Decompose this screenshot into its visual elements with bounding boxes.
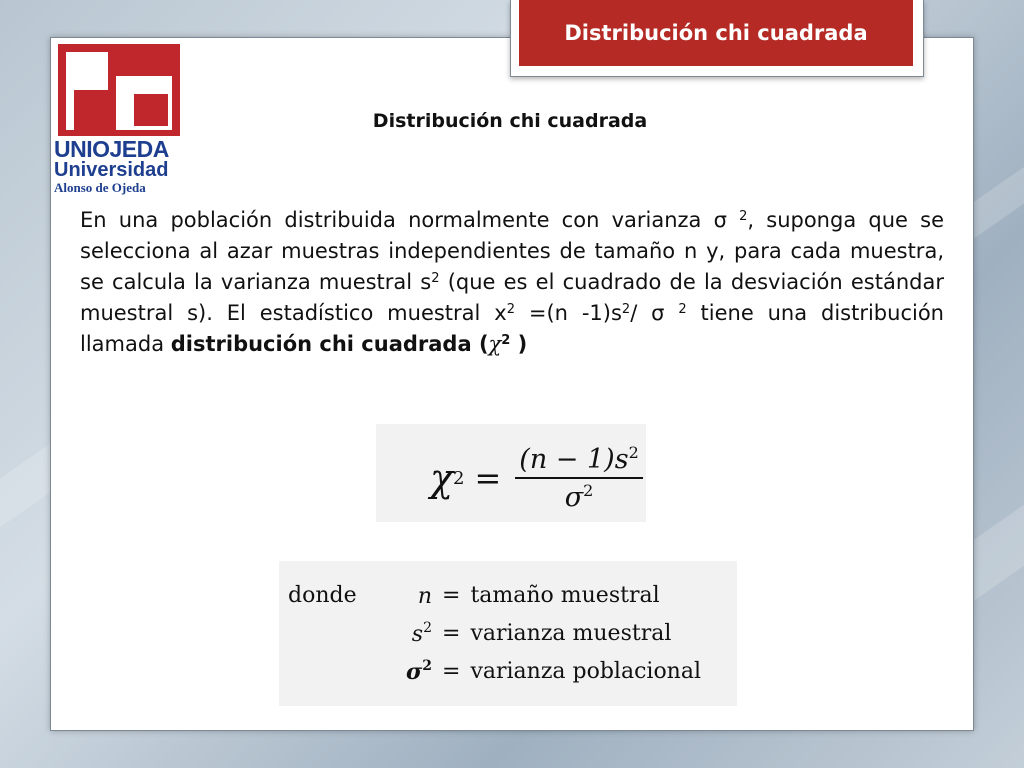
variable-description: tamaño muestral: [470, 582, 660, 608]
numerator-exponent: 2: [628, 443, 639, 462]
formula-lhs-exponent: 2: [453, 467, 465, 489]
variable-symbol: [376, 582, 432, 609]
variable-description: varianza poblacional: [470, 658, 702, 684]
variable-description: varianza muestral: [470, 620, 672, 646]
superscript: 2: [739, 209, 748, 224]
superscript: 2: [506, 302, 515, 317]
formula-lhs: χ: [430, 456, 454, 500]
text-segment: tiene una distribución llamada: [80, 301, 944, 356]
variable-definitions: [288, 576, 701, 690]
text-segment: En una población distribuida normalmente con varianza σ: [80, 208, 740, 232]
formula-numerator: [515, 443, 642, 479]
superscript: 2: [431, 271, 440, 286]
bold-term: [171, 332, 528, 356]
definition-equals: =: [442, 620, 461, 646]
logo-name: UNIOJEDA: [54, 136, 169, 162]
superscript: 2: [621, 302, 631, 317]
content-heading: Distribución chi cuadrada: [372, 110, 648, 132]
variable-exponent: 2: [423, 619, 432, 636]
variable-name: n: [417, 583, 432, 609]
variable-exponent: 2: [422, 657, 432, 674]
text-segment: (que es el cuadrado de la desviación estándar muestral s). El estadístico muestral x: [80, 270, 944, 325]
formula-denominator: [565, 479, 594, 513]
logo-subtitle: Universidad: [54, 159, 169, 181]
chi-square-formula: [430, 438, 643, 518]
definition-row: [288, 576, 701, 614]
chi-symbol: χ: [488, 332, 502, 356]
superscript: 2: [678, 302, 687, 317]
logo-tagline: Alonso de Ojeda: [54, 180, 146, 195]
formula-equals: =: [474, 459, 502, 497]
denominator-text: σ: [564, 482, 584, 513]
definition-row: [288, 614, 701, 652]
variable-name: σ: [406, 658, 423, 685]
bold-term-text: distribución chi cuadrada (: [170, 332, 489, 356]
variable-symbol: [376, 658, 432, 685]
numerator-text: (n − 1)s: [519, 444, 629, 475]
superscript: 2: [501, 333, 511, 348]
definition-equals: =: [442, 658, 461, 684]
denominator-exponent: 2: [583, 481, 594, 500]
variable-name: s: [411, 621, 424, 647]
definition-paragraph: [80, 205, 944, 360]
definition-equals: =: [442, 582, 461, 608]
text-segment: / σ: [630, 301, 679, 325]
text-segment: =(n -1)s: [514, 301, 622, 325]
definition-row: [288, 652, 701, 690]
donde-label: donde: [288, 582, 357, 608]
formula-fraction: [515, 443, 642, 513]
slide-title: Distribución chi cuadrada: [564, 21, 868, 45]
variable-symbol: [376, 620, 432, 647]
title-bar: [519, 0, 913, 66]
bold-term-close: ): [510, 332, 528, 356]
text-segment: , suponga que se selecciona al azar muestras independientes de tamaño n y, para cada muestra, se calcula la varianza muestral s: [80, 208, 945, 294]
logo-text: [54, 138, 184, 195]
